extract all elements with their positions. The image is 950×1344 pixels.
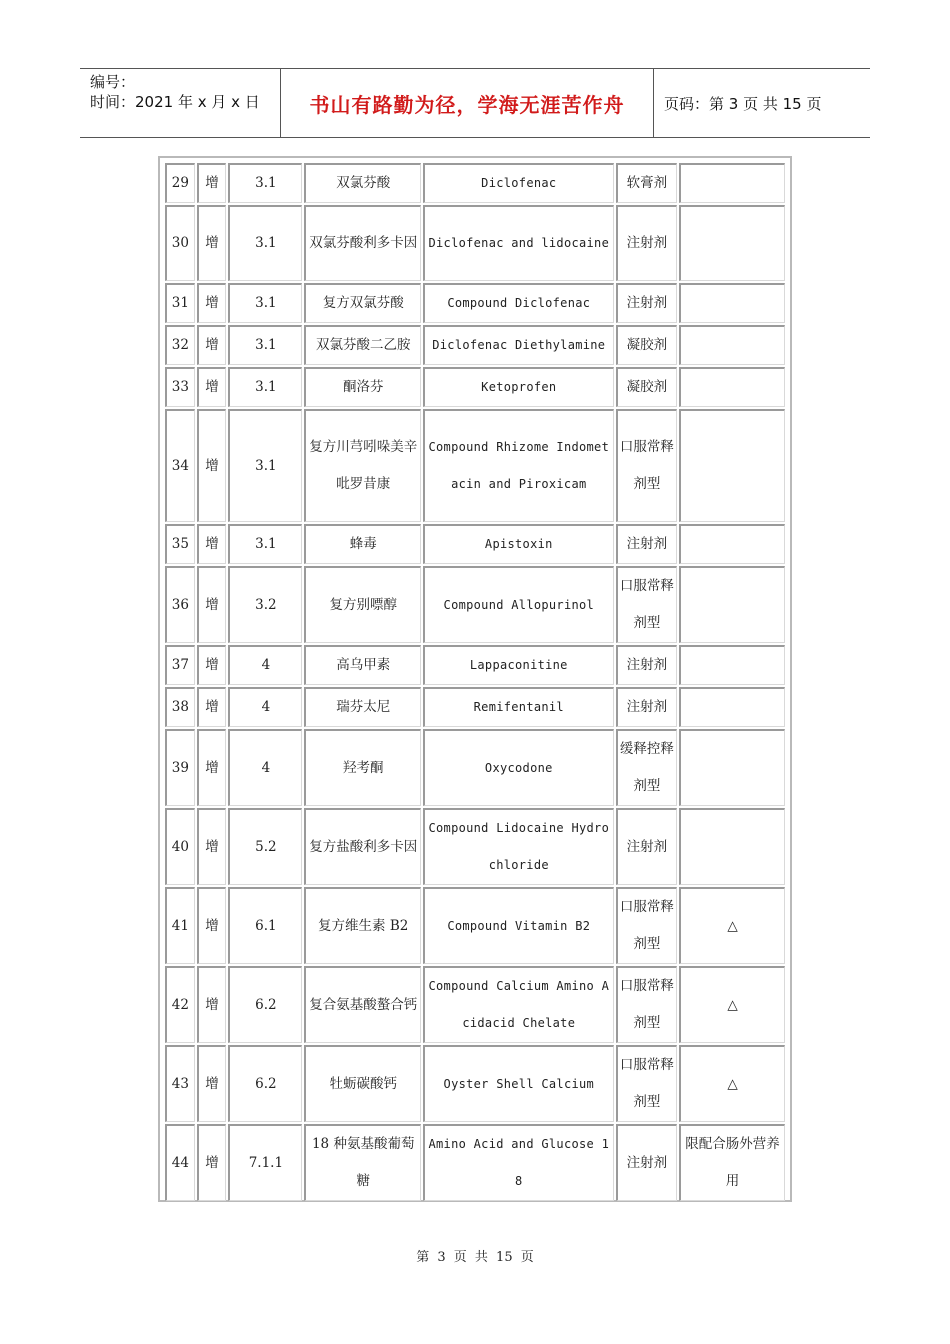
table-row <box>165 566 785 643</box>
row-number-cell: 29 <box>165 163 195 203</box>
row-code-cell: 5.2 <box>228 808 302 885</box>
row-chinese-name-cell: 蜂毒 <box>304 524 421 564</box>
row-english-name-cell: Diclofenac and lidocaine <box>423 205 614 281</box>
row-note-cell: 限配合肠外营养用 <box>679 1124 785 1201</box>
row-type-cell: 增 <box>197 808 227 885</box>
row-number-cell: 44 <box>165 1124 195 1201</box>
row-english-name-cell: Ketoprofen <box>423 367 614 407</box>
row-english-name-cell: Oxycodone <box>423 729 614 806</box>
row-dosage-form-cell: 软膏剂 <box>616 163 677 203</box>
row-type-cell: 增 <box>197 283 227 323</box>
row-note-cell: △ <box>679 966 785 1043</box>
header-motto-cell <box>281 69 654 137</box>
row-dosage-form-cell: 注射剂 <box>616 645 677 685</box>
row-number-cell: 41 <box>165 887 195 964</box>
row-note-cell <box>679 283 785 323</box>
row-number-cell: 35 <box>165 524 195 564</box>
table-row <box>165 283 785 323</box>
table-row <box>165 645 785 685</box>
row-code-cell: 3.2 <box>228 566 302 643</box>
row-code-cell: 4 <box>228 729 302 806</box>
row-dosage-form-cell: 缓释控释剂型 <box>616 729 677 806</box>
row-type-cell: 增 <box>197 887 227 964</box>
table-row <box>165 966 785 1043</box>
row-english-name-cell: Compound Diclofenac <box>423 283 614 323</box>
row-number-cell: 30 <box>165 205 195 281</box>
row-dosage-form-cell: 注射剂 <box>616 205 677 281</box>
row-chinese-name-cell: 羟考酮 <box>304 729 421 806</box>
row-chinese-name-cell: 酮洛芬 <box>304 367 421 407</box>
row-chinese-name-cell: 复方川芎吲哚美辛吡罗昔康 <box>304 409 421 522</box>
row-chinese-name-cell: 18 种氨基酸葡萄糖 <box>304 1124 421 1201</box>
row-number-cell: 33 <box>165 367 195 407</box>
document-date-label: 时间：2021 年 x 月 x 日 <box>90 93 260 111</box>
row-number-cell: 37 <box>165 645 195 685</box>
row-code-cell: 3.1 <box>228 205 302 281</box>
row-code-cell: 4 <box>228 687 302 727</box>
row-note-cell: △ <box>679 1045 785 1122</box>
row-note-cell <box>679 409 785 522</box>
table-row <box>165 325 785 365</box>
row-code-cell: 7.1.1 <box>228 1124 302 1201</box>
row-note-cell <box>679 325 785 365</box>
row-dosage-form-cell: 注射剂 <box>616 808 677 885</box>
row-dosage-form-cell: 口服常释剂型 <box>616 1045 677 1122</box>
row-english-name-cell: Compound Lidocaine Hydrochloride <box>423 808 614 885</box>
row-note-cell <box>679 808 785 885</box>
header-motto: 书山有路勤为径，学海无涯苦作舟 <box>309 93 625 117</box>
row-chinese-name-cell: 复方盐酸利多卡因 <box>304 808 421 885</box>
document-number-label: 编号： <box>90 73 136 91</box>
table-row <box>165 687 785 727</box>
page-header <box>80 68 870 138</box>
row-number-cell: 42 <box>165 966 195 1043</box>
row-chinese-name-cell: 复合氨基酸螯合钙 <box>304 966 421 1043</box>
row-note-cell <box>679 163 785 203</box>
row-number-cell: 31 <box>165 283 195 323</box>
row-type-cell: 增 <box>197 163 227 203</box>
row-number-cell: 40 <box>165 808 195 885</box>
row-dosage-form-cell: 凝胶剂 <box>616 367 677 407</box>
row-english-name-cell: Remifentanil <box>423 687 614 727</box>
row-type-cell: 增 <box>197 645 227 685</box>
row-code-cell: 6.2 <box>228 1045 302 1122</box>
row-dosage-form-cell: 注射剂 <box>616 524 677 564</box>
drug-list-table <box>158 156 792 1202</box>
row-english-name-cell: Compound Calcium Amino Acidacid Chelate <box>423 966 614 1043</box>
row-dosage-form-cell: 注射剂 <box>616 1124 677 1201</box>
row-english-name-cell: Diclofenac <box>423 163 614 203</box>
table-row <box>165 729 785 806</box>
row-type-cell: 增 <box>197 524 227 564</box>
row-english-name-cell: Compound Allopurinol <box>423 566 614 643</box>
table-row <box>165 367 785 407</box>
row-chinese-name-cell: 双氯芬酸二乙胺 <box>304 325 421 365</box>
row-code-cell: 3.1 <box>228 325 302 365</box>
row-code-cell: 3.1 <box>228 409 302 522</box>
row-type-cell: 增 <box>197 367 227 407</box>
row-english-name-cell: Lappaconitine <box>423 645 614 685</box>
row-english-name-cell: Oyster Shell Calcium <box>423 1045 614 1122</box>
row-dosage-form-cell: 口服常释剂型 <box>616 566 677 643</box>
row-dosage-form-cell: 注射剂 <box>616 687 677 727</box>
row-chinese-name-cell: 牡蛎碳酸钙 <box>304 1045 421 1122</box>
table-row <box>165 1124 785 1201</box>
row-dosage-form-cell: 口服常释剂型 <box>616 409 677 522</box>
row-number-cell: 36 <box>165 566 195 643</box>
row-note-cell <box>679 566 785 643</box>
table-row <box>165 163 785 203</box>
row-type-cell: 增 <box>197 1045 227 1122</box>
row-code-cell: 4 <box>228 645 302 685</box>
table-row <box>165 524 785 564</box>
row-note-cell <box>679 687 785 727</box>
row-number-cell: 34 <box>165 409 195 522</box>
row-chinese-name-cell: 双氯芬酸利多卡因 <box>304 205 421 281</box>
row-note-cell: △ <box>679 887 785 964</box>
row-type-cell: 增 <box>197 729 227 806</box>
row-code-cell: 6.1 <box>228 887 302 964</box>
row-type-cell: 增 <box>197 687 227 727</box>
row-code-cell: 3.1 <box>228 524 302 564</box>
row-dosage-form-cell: 凝胶剂 <box>616 325 677 365</box>
row-english-name-cell: Amino Acid and Glucose 18 <box>423 1124 614 1201</box>
row-english-name-cell: Diclofenac Diethylamine <box>423 325 614 365</box>
drug-table <box>163 161 787 1203</box>
row-number-cell: 32 <box>165 325 195 365</box>
row-code-cell: 3.1 <box>228 283 302 323</box>
row-note-cell <box>679 645 785 685</box>
table-row <box>165 409 785 522</box>
row-type-cell: 增 <box>197 966 227 1043</box>
row-code-cell: 6.2 <box>228 966 302 1043</box>
table-row <box>165 887 785 964</box>
row-code-cell: 3.1 <box>228 163 302 203</box>
row-chinese-name-cell: 复方维生素 B2 <box>304 887 421 964</box>
row-note-cell <box>679 524 785 564</box>
row-english-name-cell: Compound Rhizome Indometacin and Piroxicam <box>423 409 614 522</box>
page-footer: 第 3 页 共 15 页 <box>416 1250 534 1265</box>
row-chinese-name-cell: 瑞芬太尼 <box>304 687 421 727</box>
row-chinese-name-cell: 高乌甲素 <box>304 645 421 685</box>
row-type-cell: 增 <box>197 566 227 643</box>
row-note-cell <box>679 729 785 806</box>
row-type-cell: 增 <box>197 205 227 281</box>
row-dosage-form-cell: 注射剂 <box>616 283 677 323</box>
row-chinese-name-cell: 复方双氯芬酸 <box>304 283 421 323</box>
header-meta-cell <box>80 69 281 137</box>
table-row <box>165 1045 785 1122</box>
table-row <box>165 205 785 281</box>
row-number-cell: 38 <box>165 687 195 727</box>
row-type-cell: 增 <box>197 1124 227 1201</box>
row-dosage-form-cell: 口服常释剂型 <box>616 887 677 964</box>
row-note-cell <box>679 367 785 407</box>
row-chinese-name-cell: 双氯芬酸 <box>304 163 421 203</box>
row-dosage-form-cell: 口服常释剂型 <box>616 966 677 1043</box>
header-page-info: 页码：第 3 页 共 15 页 <box>664 95 822 113</box>
row-chinese-name-cell: 复方别嘌醇 <box>304 566 421 643</box>
row-note-cell <box>679 205 785 281</box>
table-row <box>165 808 785 885</box>
row-number-cell: 43 <box>165 1045 195 1122</box>
row-type-cell: 增 <box>197 325 227 365</box>
row-type-cell: 增 <box>197 409 227 522</box>
row-english-name-cell: Compound Vitamin B2 <box>423 887 614 964</box>
row-code-cell: 3.1 <box>228 367 302 407</box>
row-english-name-cell: Apistoxin <box>423 524 614 564</box>
row-number-cell: 39 <box>165 729 195 806</box>
header-page-cell <box>654 69 870 137</box>
